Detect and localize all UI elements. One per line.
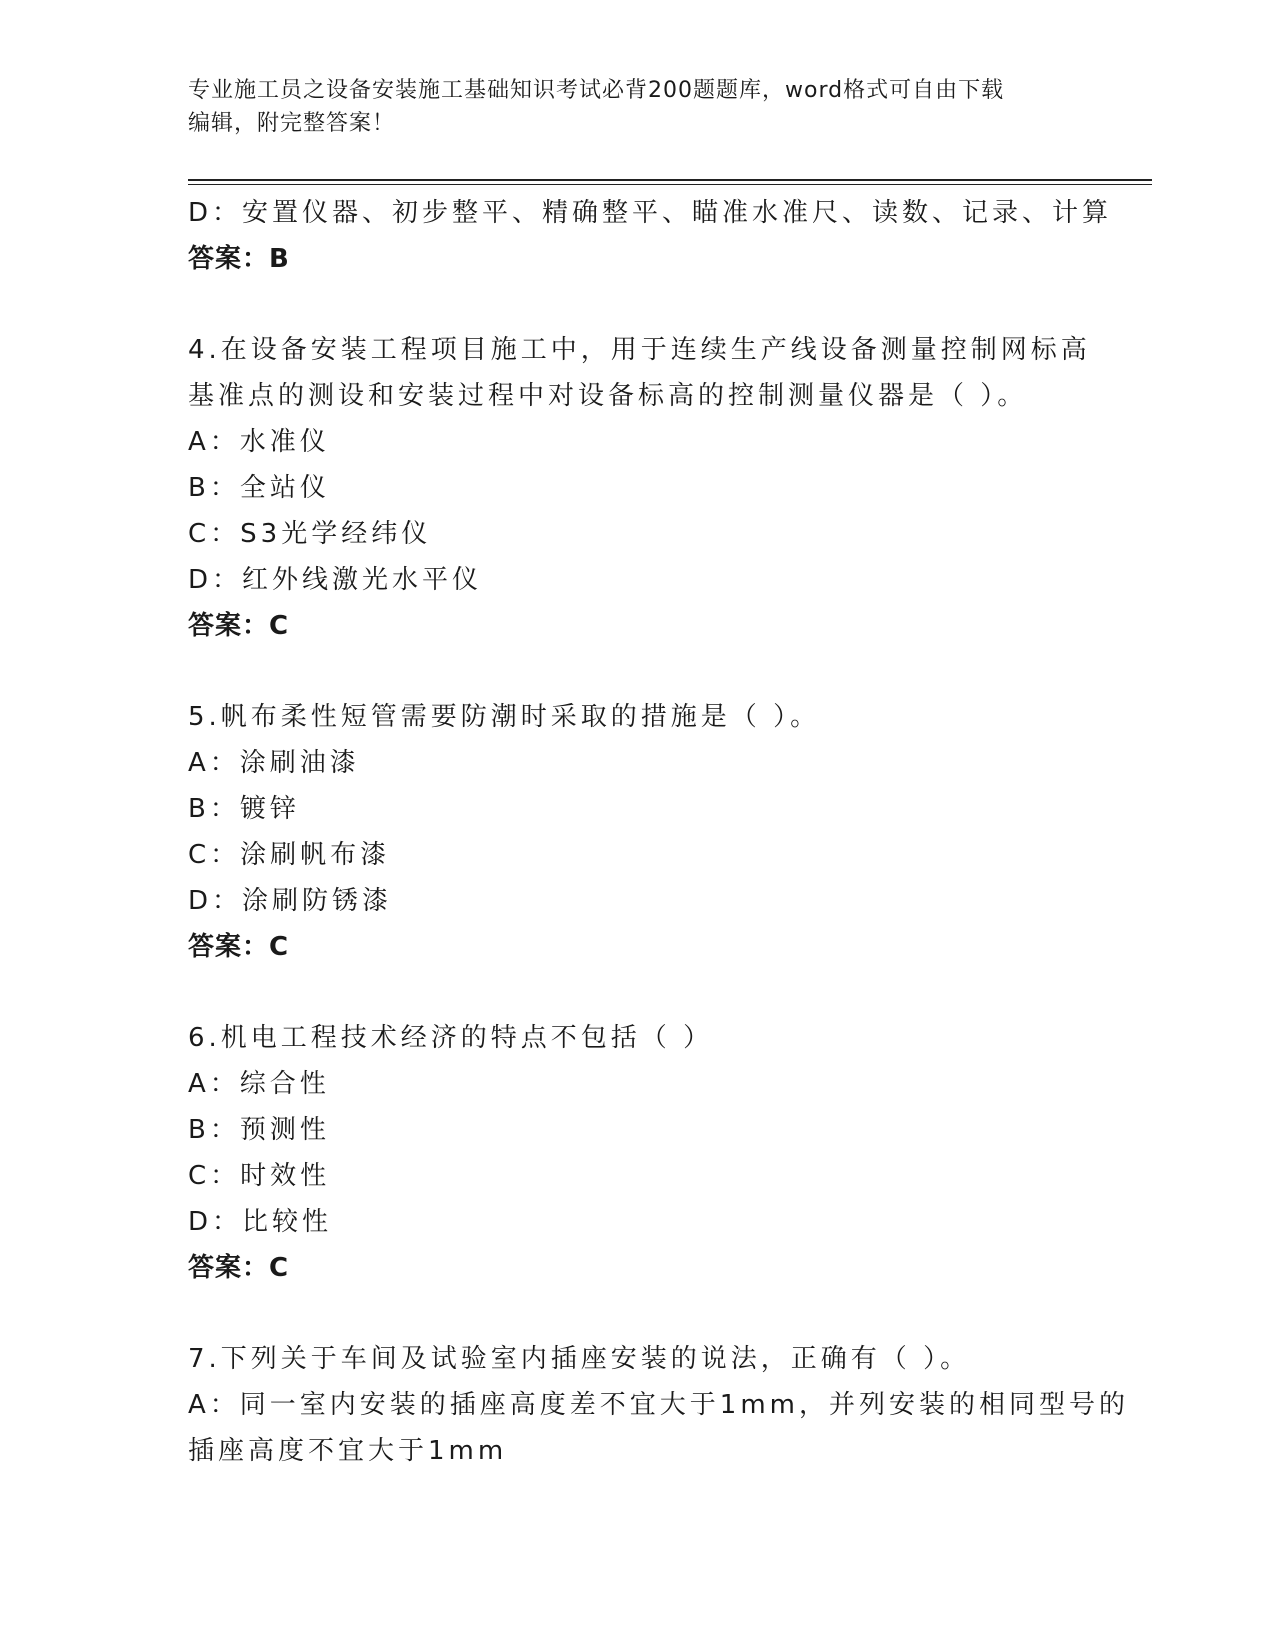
question-block [188,327,1091,649]
option-c: C：S3光学经纬仪 [188,519,432,549]
question-text: 7.下列关于车间及试验室内插座安装的说法，正确有（ ）。 [188,1344,971,1374]
answer-line: 答案：C [188,1253,290,1283]
option-d: D：涂刷防锈漆 [188,886,393,916]
option-a: A：水准仪 [188,427,330,457]
header-line-1: 专业施工员之设备安装施工基础知识考试必背200题题库，word格式可自由下载 [188,78,1005,103]
answer-line: 答案：C [188,611,290,641]
option-b: B：预测性 [188,1115,330,1145]
question-block [188,1336,1129,1474]
option-b: B：全站仪 [188,473,330,503]
question-block [188,190,1113,282]
question-content [188,190,1129,1474]
option-a: A：涂刷油漆 [188,748,360,778]
question-text: 4.在设备安装工程项目施工中，用于连续生产线设备测量控制网标高 [188,335,1091,365]
question-text: 基准点的测设和安装过程中对设备标高的控制测量仪器是（ ）。 [188,381,1028,411]
question-block [188,1015,1088,1291]
header-line-2: 编辑，附完整答案！ [188,111,396,136]
answer-line: 答案：C [188,932,290,962]
option-a: A：综合性 [188,1069,330,1099]
answer-line: 答案：B [188,244,290,274]
option-c: C：涂刷帆布漆 [188,840,391,870]
question-block [188,694,1088,970]
document-header [188,74,1068,140]
question-text: 6.机电工程技术经济的特点不包括（ ） [188,1023,714,1053]
question-text: 5.帆布柔性短管需要防潮时采取的措施是（ ）。 [188,702,821,732]
option-d: D：红外线激光水平仪 [188,565,483,595]
option-a-continued: 插座高度不宜大于1mm [188,1436,508,1466]
option-d: D：比较性 [188,1207,333,1237]
header-rule-thin [188,184,1152,185]
header-rule-thick [188,179,1152,181]
option-d: D：安置仪器、初步整平、精确整平、瞄准水准尺、读数、记录、计算 [188,198,1113,228]
option-b: B：镀锌 [188,794,300,824]
option-a: A：同一室内安装的插座高度差不宜大于1mm，并列安装的相同型号的 [188,1390,1129,1420]
option-c: C：时效性 [188,1161,331,1191]
